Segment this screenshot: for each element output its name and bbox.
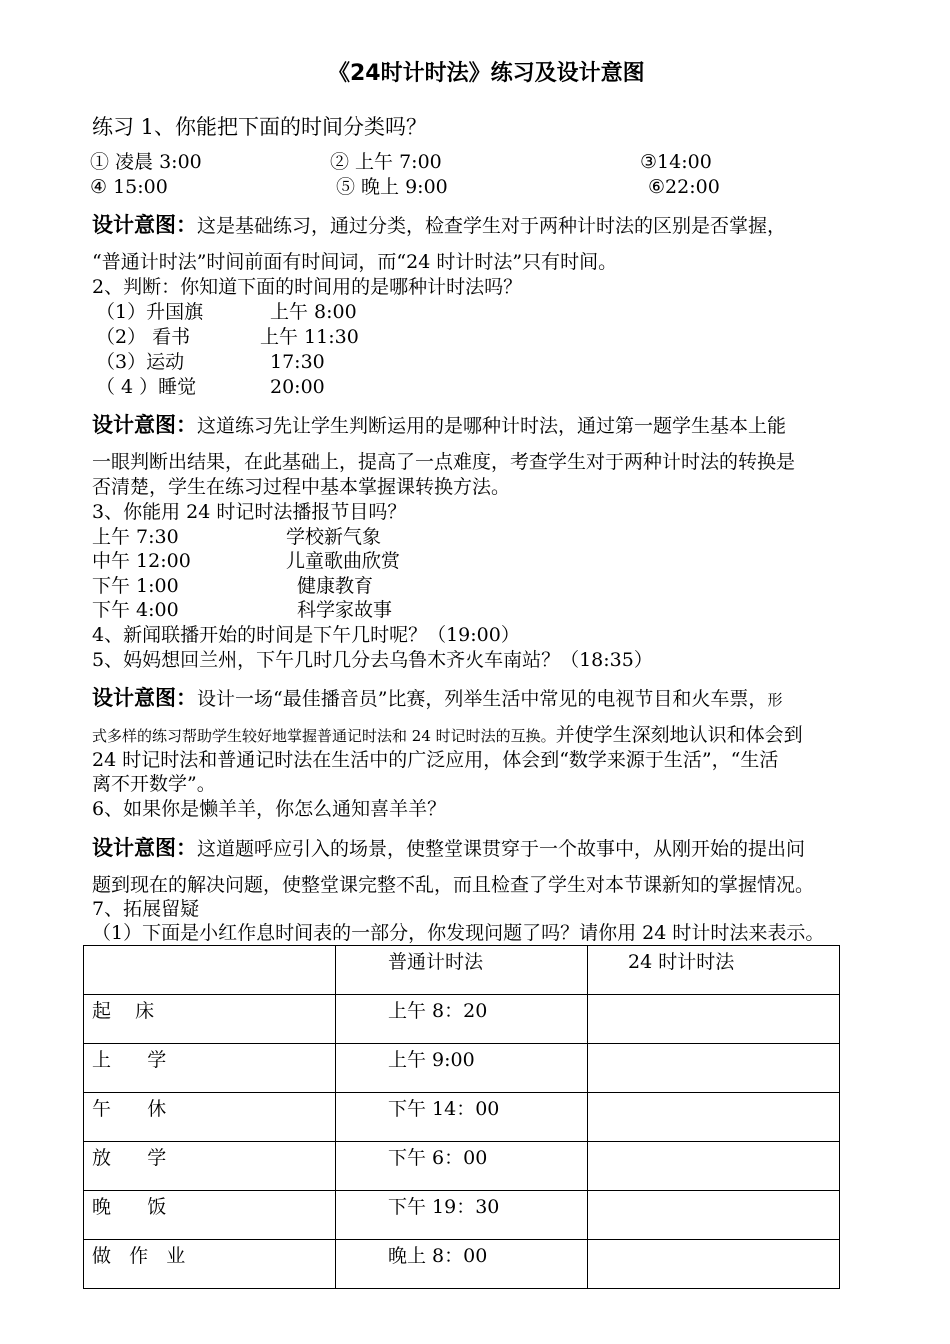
design-text: 这是基础练习，通过分类，检查学生对于两种计时法的区别是否掌握， xyxy=(197,215,787,237)
answer-cell[interactable] xyxy=(588,1093,840,1142)
design-text-small: 式多样的练习帮助学生较好地掌握普通记时法和 24 时记时法的互换。 xyxy=(92,727,556,745)
header-normal: 普通计时法 xyxy=(388,951,484,973)
activity-cell: 做 作 业 xyxy=(84,1240,336,1289)
design-text: 并使学生深刻地认识和体会到 xyxy=(555,724,803,746)
table-row xyxy=(84,1240,840,1289)
q3-time: 中午 12:00 xyxy=(92,550,191,572)
table-row xyxy=(84,1093,840,1142)
design-label: 设计意图： xyxy=(92,413,197,437)
header-cell xyxy=(336,946,588,995)
q2-label: （1）升国旗 xyxy=(96,301,204,323)
q1-item: ④ 15:00 xyxy=(90,176,168,198)
design-note xyxy=(92,685,782,712)
design-text: “普通计时法”时间前面有时间词，而“24 时计时法”只有时间。 xyxy=(92,251,618,273)
table-row xyxy=(84,1191,840,1240)
q1-item: ⑥22:00 xyxy=(648,176,720,198)
design-text-small: 形 xyxy=(767,691,783,709)
answer-cell[interactable] xyxy=(588,1044,840,1093)
activity-cell: 上 学 xyxy=(84,1044,336,1093)
q1-item: ① 凌晨 3:00 xyxy=(90,151,202,173)
table-row xyxy=(84,1142,840,1191)
normal-time-cell: 下午 19：30 xyxy=(336,1191,588,1240)
q3-program: 儿童歌曲欣赏 xyxy=(286,550,401,572)
design-text: 题到现在的解决问题，使整堂课完整不乱，而且检查了学生对本节课新知的掌握情况。 xyxy=(92,874,815,896)
design-text: 一眼判断出结果，在此基础上，提高了一点难度，考查学生对于两种计时法的转换是 xyxy=(92,451,796,473)
normal-time-cell: 下午 14：00 xyxy=(336,1093,588,1142)
q3-time: 上午 7:30 xyxy=(92,526,179,548)
q2-heading: 2、判断：你知道下面的时间用的是哪种计时法吗？ xyxy=(92,276,523,298)
answer-cell[interactable] xyxy=(588,1240,840,1289)
q7-heading: 7、拓展留疑 xyxy=(92,898,200,920)
activity-cell: 晚 饭 xyxy=(84,1191,336,1240)
activity-cell: 起 床 xyxy=(84,995,336,1044)
design-text: 这道题呼应引入的场景，使整堂课贯穿于一个故事中，从刚开始的提出问 xyxy=(197,838,806,860)
q2-time: 上午 8:00 xyxy=(270,301,357,323)
design-label: 设计意图： xyxy=(92,836,197,860)
q3-program: 健康教育 xyxy=(297,575,374,597)
header-24h: 24 时计时法 xyxy=(628,951,735,973)
q2-time: 上午 11:30 xyxy=(260,326,359,348)
schedule-table xyxy=(83,945,840,1289)
header-cell xyxy=(84,946,336,995)
q2-time: 17:30 xyxy=(270,351,325,373)
q3-program: 学校新气象 xyxy=(286,526,382,548)
normal-time-cell: 下午 6：00 xyxy=(336,1142,588,1191)
design-note xyxy=(92,412,786,438)
design-text: 24 时记时法和普通记时法在生活中的广泛应用，体会到“数学来源于生活”，“生活 xyxy=(92,749,779,771)
activity-cell: 午 休 xyxy=(84,1093,336,1142)
q3-time: 下午 4:00 xyxy=(92,599,179,621)
design-text: 否清楚，学生在练习过程中基本掌握课转换方法。 xyxy=(92,476,511,498)
table-row xyxy=(84,1044,840,1093)
q1-item: ② 上午 7:00 xyxy=(330,151,442,173)
q2-label: （2） 看书 xyxy=(96,326,191,348)
q4-text: 4、新闻联播开始的时间是下午几时呢？（19:00） xyxy=(92,624,520,646)
table-header-row xyxy=(84,946,840,995)
q1-heading: 练习 1、你能把下面的时间分类吗？ xyxy=(92,115,428,139)
q2-time: 20:00 xyxy=(270,376,325,398)
design-text: 设计一场“最佳播音员”比赛，列举生活中常见的电视节目和火车票， xyxy=(197,688,768,710)
q2-label: （ 4 ）睡觉 xyxy=(96,376,197,398)
q3-program: 科学家故事 xyxy=(297,599,393,621)
q2-label: （3）运动 xyxy=(96,351,185,373)
answer-cell[interactable] xyxy=(588,1142,840,1191)
q3-time: 下午 1:00 xyxy=(92,575,179,597)
q7-subheading: （1）下面是小红作息时间表的一部分，你发现问题了吗？请你用 24 时计时法来表示。 xyxy=(92,922,825,944)
normal-time-cell: 晚上 8：00 xyxy=(336,1240,588,1289)
q1-item: ⑤ 晚上 9:00 xyxy=(336,176,448,198)
q1-item: ③14:00 xyxy=(640,151,712,173)
answer-cell[interactable] xyxy=(588,995,840,1044)
design-label: 设计意图： xyxy=(92,686,197,710)
normal-time-cell: 上午 8：20 xyxy=(336,995,588,1044)
design-label: 设计意图： xyxy=(92,213,197,237)
design-text: 这道练习先让学生判断运用的是哪种计时法，通过第一题学生基本上能 xyxy=(197,415,787,437)
normal-time-cell: 上午 9:00 xyxy=(336,1044,588,1093)
page-title: 《24时计时法》练习及设计意图 xyxy=(328,61,645,86)
q6-text: 6、如果你是懒羊羊，你怎么通知喜羊羊？ xyxy=(92,798,447,820)
design-line xyxy=(92,723,803,748)
table-row xyxy=(84,995,840,1044)
q5-text: 5、妈妈想回兰州，下午几时几分去乌鲁木齐火车南站？（18:35） xyxy=(92,649,653,671)
design-text: 离不开数学”。 xyxy=(92,773,216,795)
header-cell xyxy=(588,946,840,995)
activity-cell: 放 学 xyxy=(84,1142,336,1191)
q3-heading: 3、你能用 24 时记时法播报节目吗？ xyxy=(92,501,407,523)
answer-cell[interactable] xyxy=(588,1191,840,1240)
design-note xyxy=(92,835,805,861)
design-note xyxy=(92,212,786,238)
